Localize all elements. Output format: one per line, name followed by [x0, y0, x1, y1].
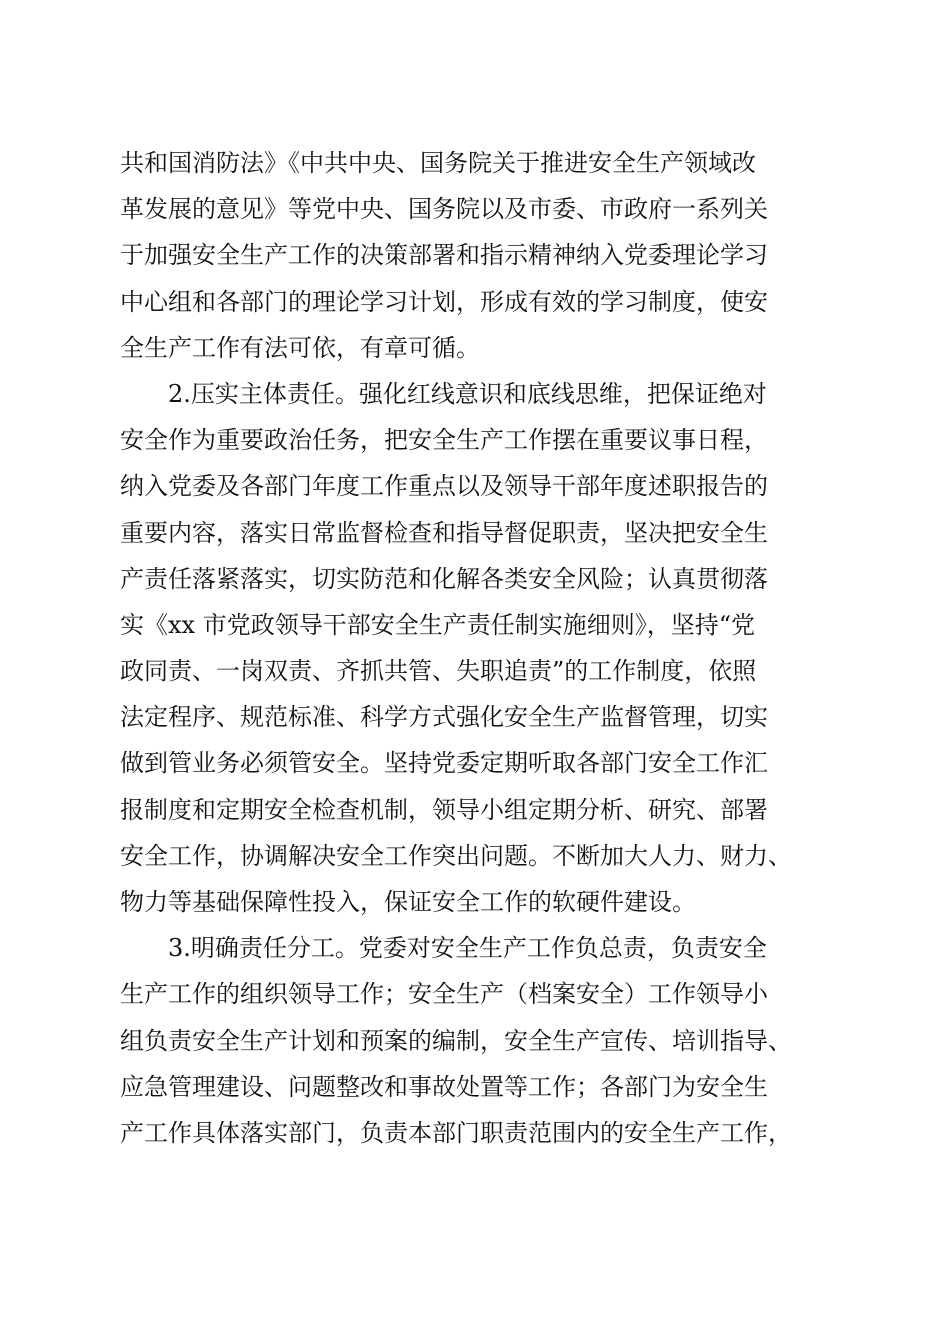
text-line: 实《xx 市党政领导干部安全生产责任制实施细则》，坚持“党 — [120, 610, 755, 639]
text-line: 法定程序、规范标准、科学方式强化安全生产监督管理，切实 — [120, 703, 768, 732]
text-line: 产工作具体落实部门，负责本部门职责范围内的安全生产工作， — [120, 1118, 792, 1147]
text-line: 重要内容，落实日常监督检查和指导督促职责，坚决把安全生 — [120, 518, 768, 547]
text-line: 安全工作，协调解决安全工作突出问题。不断加大人力、财力、 — [120, 841, 792, 870]
text-line: 革发展的意见》等党中央、国务院以及市委、市政府一系列关 — [120, 195, 768, 224]
text-line: 物力等基础保障性投入，保证安全工作的软硬件建设。 — [120, 888, 696, 916]
text-line: 报制度和定期安全检查机制，领导小组定期分析、研究、部署 — [120, 795, 768, 824]
paragraph-2-start: 2.压实主体责任。强化红线意识和底线思维，把保证绝对 — [168, 379, 767, 408]
text-line: 于加强安全生产工作的决策部署和指示精神纳入党委理论学习 — [120, 241, 768, 270]
paragraph-3-start: 3.明确责任分工。党委对安全生产工作负总责，负责安全 — [168, 934, 767, 963]
text-line: 生产工作的组织领导工作；安全生产（档案安全）工作领导小 — [120, 980, 768, 1009]
text-line: 共和国消防法》《中共中央、国务院关于推进安全生产领域改 — [120, 149, 756, 177]
text-line: 安全作为重要政治任务，把安全生产工作摆在重要议事日程， — [120, 426, 768, 455]
text-line: 全生产工作有法可依，有章可循。 — [120, 333, 480, 362]
text-line: 组负责安全生产计划和预案的编制，安全生产宣传、培训指导、 — [120, 1026, 792, 1055]
document-body — [120, 140, 840, 1156]
text-line: 应急管理建设、问题整改和事故处置等工作；各部门为安全生 — [120, 1072, 768, 1101]
text-line: 政同责、一岗双责、齐抓共管、失职追责”的工作制度，依照 — [120, 657, 757, 686]
text-line: 中心组和各部门的理论学习计划，形成有效的学习制度，使安 — [120, 287, 768, 316]
text-line: 产责任落紧落实，切实防范和化解各类安全风险；认真贯彻落 — [120, 564, 768, 593]
text-line: 纳入党委及各部门年度工作重点以及领导干部年度述职报告的 — [120, 472, 768, 501]
text-line: 做到管业务必须管安全。坚持党委定期听取各部门安全工作汇 — [120, 749, 768, 778]
